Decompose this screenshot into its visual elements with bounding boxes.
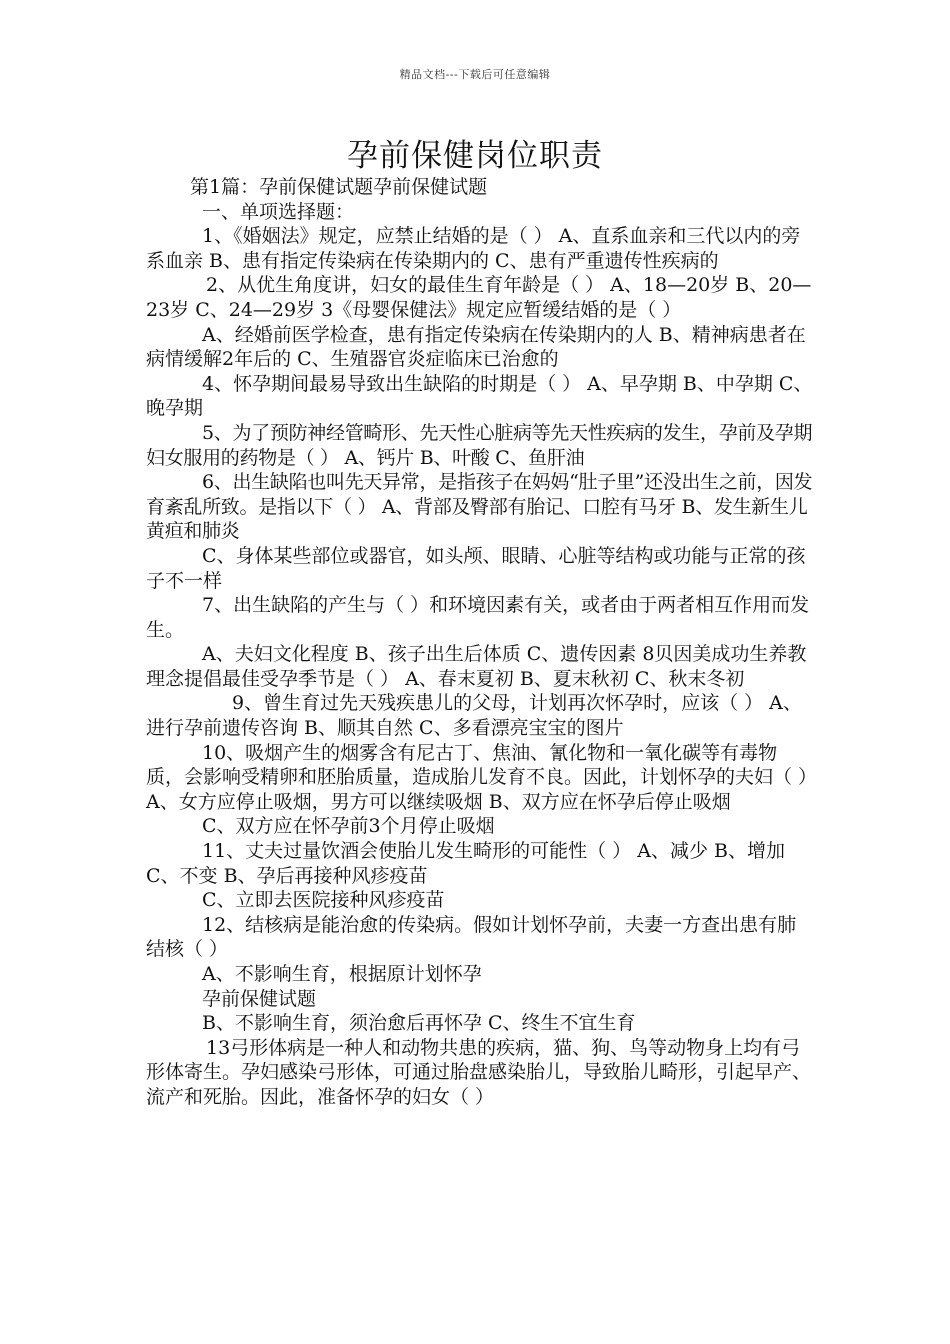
- question-paragraph: A、夫妇文化程度 B、孩子出生后体质 C、遗传因素 8贝因美成功生养教理念提倡最佳受孕季节是（ ） A、春末夏初 B、夏末秋初 C、秋末冬初: [146, 643, 807, 690]
- question-paragraph: C、立即去医院接种风疹疫苗: [202, 889, 445, 912]
- document-body: [146, 175, 814, 1110]
- question-paragraph: 5、为了预防神经管畸形、先天性心脏病等先天性疾病的发生，孕前及孕期妇女服用的药物是（ ） A、钙片 B、叶酸 C、鱼肝油: [146, 421, 813, 469]
- question-paragraph: A、经婚前医学检查，患有指定传染病在传染期内的人 B、精神病患者在病情缓解2年后的 C、生殖器官炎症临床已治愈的: [146, 323, 806, 371]
- section-heading: 第1篇：孕前保健试题孕前保健试题: [190, 176, 488, 198]
- question-paragraph: 4、怀孕期间最易导致出生缺陷的时期是（ ） A、早孕期 B、中孕期 C、晚孕期: [146, 372, 813, 420]
- question-paragraph: C、双方应在怀孕前3个月停止吸烟: [202, 815, 495, 838]
- question-type-heading: 一、单项选择题：: [202, 200, 355, 223]
- question-paragraph: 7、出生缺陷的产生与（ ）和环境因素有关，或者由于两者相互作用而发生。: [146, 594, 810, 641]
- question-paragraph: 12、结核病是能治愈的传染病。假如计划怀孕前，夫妻一方查出患有肺结核（ ）: [146, 913, 797, 961]
- header-note: 精品文档---下载后可任意编辑: [399, 68, 551, 81]
- page-title: 孕前保健岗位职责: [347, 138, 603, 174]
- question-paragraph: 11、丈夫过量饮酒会使胎儿发生畸形的可能性（ ） A、减少 B、增加 C、不变 B、孕后再接种风疹疫苗: [146, 840, 785, 887]
- question-paragraph: 10、吸烟产生的烟雾含有尼古丁、焦油、氰化物和一氧化碳等有毒物质，会影响受精卵和胚胎质量，造成胎儿发育不良。因此，计划怀孕的夫妇（ ）A、女方应停止吸烟，男方可以继续吸烟 B、双方应在怀孕后停止吸烟: [146, 741, 808, 813]
- question-paragraph: 1、《婚姻法》规定，应禁止结婚的是（ ） A、直系血亲和三代以内的旁系血亲 B、患有指定传染病在传染期内的 C、患有严重遗传性疾病的: [146, 225, 801, 272]
- question-paragraph: 2、从优生角度讲，妇女的最佳生育年龄是（ ） A、18—20岁 B、20—23岁 C、24—29岁 3《母婴保健法》规定应暂缓结婚的是（ ）: [146, 274, 812, 321]
- question-paragraph: B、不影响生育，须治愈后再怀孕 C、终生不宜生育: [202, 1012, 636, 1035]
- question-paragraph: C、身体某些部位或器官，如头颅、眼睛、心脏等结构或功能与正常的孩子不一样: [146, 544, 806, 592]
- running-heading: 孕前保健试题: [202, 987, 317, 1010]
- question-paragraph: A、不影响生育，根据原计划怀孕: [202, 963, 482, 985]
- question-paragraph: 6、出生缺陷也叫先天异常，是指孩子在妈妈“肚子里”还没出生之前，因发育紊乱所致。是指以下（ ） A、背部及臀部有胎记、口腔有马牙 B、发生新生儿黄疸和肺炎: [146, 471, 813, 543]
- question-paragraph: 9、曾生育过先天残疾患儿的父母，计划再次怀孕时，应该（ ） A、进行孕前遗传咨询 B、顺其自然 C、多看漂亮宝宝的图片: [146, 692, 802, 740]
- question-paragraph: 13弓形体病是一种人和动物共患的疾病，猫、狗、鸟等动物身上均有弓形体寄生。孕妇感染弓形体，可通过胎盘感染胎儿，导致胎儿畸形，引起早产、流产和死胎。因此，准备怀孕的妇女（ ）: [146, 1036, 812, 1108]
